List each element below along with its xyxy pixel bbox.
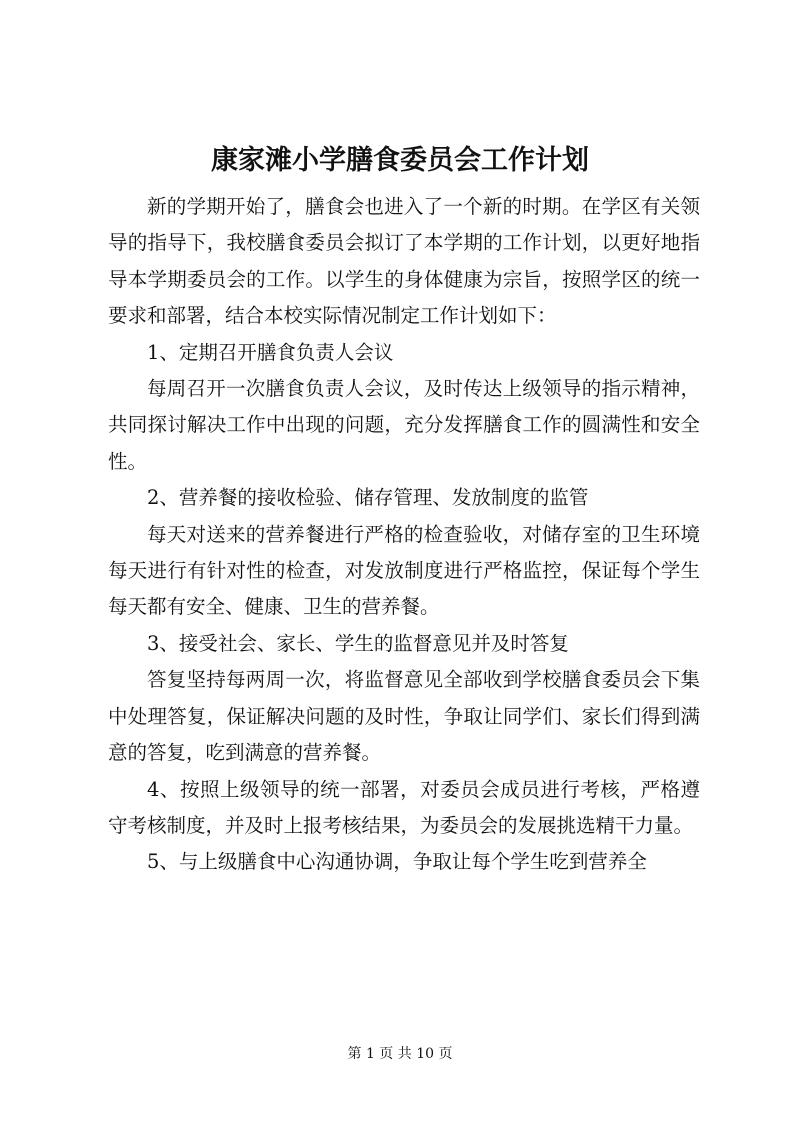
- document-title: 康家滩小学膳食委员会工作计划: [211, 145, 589, 176]
- paragraph-item-3: 答复坚持每两周一次，将监督意见全部收到学校膳食委员会下集中处理答复，保证解决问题的及时性，争取让同学们、家长们得到满意的答复，吃到满意的营养餐。: [108, 668, 700, 765]
- document-body: [108, 189, 700, 881]
- page-number-footer: 第 1 页 共 10 页: [347, 1046, 453, 1062]
- heading-item-1: 1、定期召开膳食负责人会议: [147, 340, 394, 364]
- paragraph-item-2: 每天对送来的营养餐进行严格的检查验收，对储存室的卫生环境每天进行有针对性的检查，对发放制度进行严格监控，保证每个学生每天都有安全、健康、卫生的营养餐。: [108, 522, 700, 619]
- paragraph-item-1: 每周召开一次膳食负责人会议，及时传达上级领导的指示精神，共同探讨解决工作中出现的问题，充分发挥膳食工作的圆满性和安全性。: [108, 377, 700, 473]
- paragraph-item-4: 4、按照上级领导的统一部署，对委员会成员进行考核，严格遵守考核制度，并及时上报考核结果，为委员会的发展挑选精干力量。: [108, 777, 700, 837]
- paragraph-intro: 新的学期开始了，膳食会也进入了一个新的时期。在学区有关领导的指导下，我校膳食委员会拟订了本学期的工作计划，以更好地指导本学期委员会的工作。以学生的身体健康为宗旨，按照学区的统一要求和部署，结合本校实际情况制定工作计划如下：: [108, 195, 700, 328]
- heading-item-2: 2、营养餐的接收检验、储存管理、发放制度的监管: [147, 486, 589, 510]
- heading-item-3: 3、接受社会、家长、学生的监督意见并及时答复: [147, 631, 569, 655]
- paragraph-item-5: 5、与上级膳食中心沟通协调，争取让每个学生吃到营养全: [147, 850, 647, 874]
